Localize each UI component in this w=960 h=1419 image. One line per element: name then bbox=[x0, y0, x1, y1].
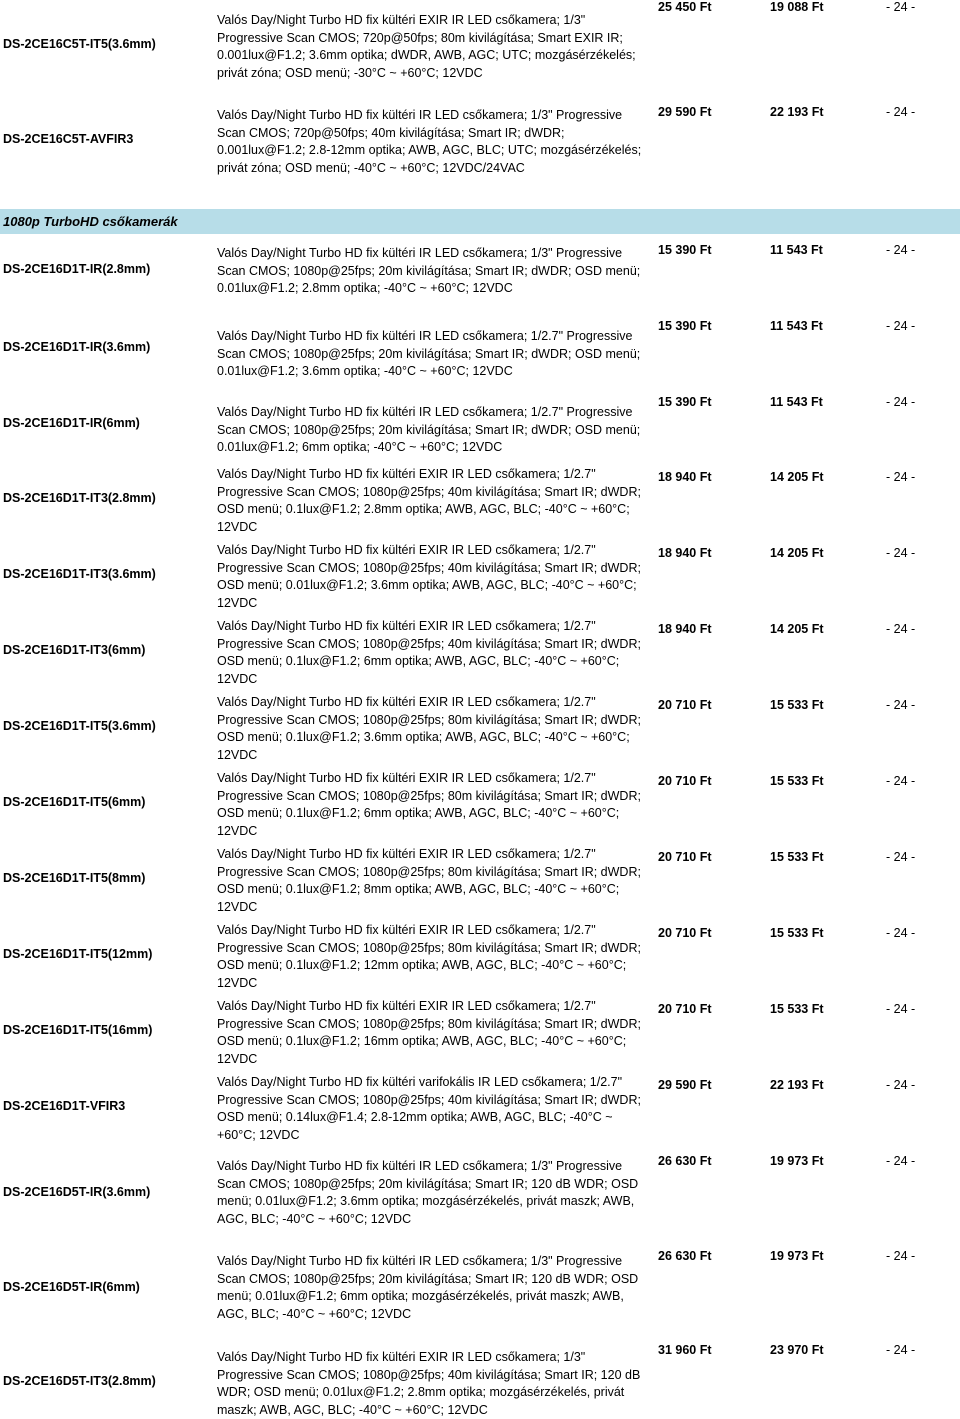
list-price: 20 710 Ft bbox=[658, 1002, 712, 1016]
product-code: DS-2CE16D5T-IR(3.6mm) bbox=[3, 1185, 151, 1199]
list-price: 20 710 Ft bbox=[658, 850, 712, 864]
dealer-price: 14 205 Ft bbox=[770, 622, 824, 636]
warranty-months: - 24 - bbox=[886, 926, 916, 940]
product-description: Valós Day/Night Turbo HD fix kültéri varifokális IR LED csőkamera; 1/2.7" Progressive Scan CMOS; 1080p@25fps; 40m kivilágítása; Smart IR; dWDR; OSD menü; 0.14lux@F1.4; 2.8-12mm optika; AWB, AGC, BLC; -40°C ~ +60°C; 12VDC bbox=[217, 1075, 641, 1142]
dealer-price: 22 193 Ft bbox=[770, 105, 824, 119]
list-price: 15 390 Ft bbox=[658, 395, 712, 409]
product-description: Valós Day/Night Turbo HD fix kültéri EXIR IR LED csőkamera; 1/3" Progressive Scan CMOS; 720p@50fps; 80m kivilágítása; Smart EXIR IR; 0.001lux@F1.2; 3.6mm optika; dWDR, AWB, AGC; UTC; mozgásérzékelés; privát zóna; OSD menü; -30°C ~ +60°C; 12VDC bbox=[217, 13, 636, 80]
product-description: Valós Day/Night Turbo HD fix kültéri EXIR IR LED csőkamera; 1/2.7" Progressive Scan CMOS; 1080p@25fps; 40m kivilágítása; Smart IR; dWDR; OSD menü; 0.1lux@F1.2; 2.8mm optika; AWB, AGC, BLC; -40°C ~ +60°C; 12VDC bbox=[217, 467, 641, 534]
dealer-price: 14 205 Ft bbox=[770, 546, 824, 560]
product-code: DS-2CE16C5T-IT5(3.6mm) bbox=[3, 37, 156, 51]
product-code: DS-2CE16D1T-IR(6mm) bbox=[3, 416, 140, 430]
dealer-price: 19 973 Ft bbox=[770, 1154, 824, 1168]
product-description: Valós Day/Night Turbo HD fix kültéri EXIR IR LED csőkamera; 1/2.7" Progressive Scan CMOS; 1080p@25fps; 80m kivilágítása; Smart IR; dWDR; OSD menü; 0.1lux@F1.2; 3.6mm optika; AWB, AGC, BLC; -40°C ~ +60°C; 12VDC bbox=[217, 695, 641, 762]
dealer-price: 23 970 Ft bbox=[770, 1343, 824, 1357]
product-code: DS-2CE16D1T-IT3(6mm) bbox=[3, 643, 146, 657]
warranty-months: - 24 - bbox=[886, 1154, 916, 1168]
product-description: Valós Day/Night Turbo HD fix kültéri EXIR IR LED csőkamera; 1/2.7" Progressive Scan CMOS; 1080p@25fps; 80m kivilágítása; Smart IR; dWDR; OSD menü; 0.1lux@F1.2; 8mm optika; AWB, AGC, BLC; -40°C ~ +60°C; 12VDC bbox=[217, 847, 641, 914]
product-code: DS-2CE16D1T-IT5(16mm) bbox=[3, 1023, 153, 1037]
dealer-price: 15 533 Ft bbox=[770, 926, 824, 940]
dealer-price: 19 088 Ft bbox=[770, 0, 824, 14]
warranty-months: - 24 - bbox=[886, 395, 916, 409]
product-code: DS-2CE16D1T-IT3(3.6mm) bbox=[3, 567, 156, 581]
product-code: DS-2CE16D1T-IT5(3.6mm) bbox=[3, 719, 156, 733]
warranty-months: - 24 - bbox=[886, 698, 916, 712]
dealer-price: 14 205 Ft bbox=[770, 470, 824, 484]
warranty-months: - 24 - bbox=[886, 243, 916, 257]
dealer-price: 15 533 Ft bbox=[770, 698, 824, 712]
product-code: DS-2CE16D1T-VFIR3 bbox=[3, 1099, 126, 1113]
product-description: Valós Day/Night Turbo HD fix kültéri EXIR IR LED csőkamera; 1/2.7" Progressive Scan CMOS; 1080p@25fps; 80m kivilágítása; Smart IR; dWDR; OSD menü; 0.1lux@F1.2; 6mm optika; AWB, AGC, BLC; -40°C ~ +60°C; 12VDC bbox=[217, 771, 641, 838]
dealer-price: 15 533 Ft bbox=[770, 1002, 824, 1016]
product-code: DS-2CE16D1T-IT5(12mm) bbox=[3, 947, 153, 961]
list-price: 26 630 Ft bbox=[658, 1154, 712, 1168]
product-code: DS-2CE16D1T-IR(2.8mm) bbox=[3, 262, 151, 276]
product-description: Valós Day/Night Turbo HD fix kültéri EXIR IR LED csőkamera; 1/2.7" Progressive Scan CMOS; 1080p@25fps; 40m kivilágítása; Smart IR; dWDR; OSD menü; 0.01lux@F1.2; 3.6mm optika; AWB, AGC, BLC; -40°C ~ +60°C; 12VDC bbox=[217, 543, 641, 610]
warranty-months: - 24 - bbox=[886, 470, 916, 484]
list-price: 15 390 Ft bbox=[658, 319, 712, 333]
list-price: 20 710 Ft bbox=[658, 698, 712, 712]
list-price: 29 590 Ft bbox=[658, 1078, 712, 1092]
list-price: 18 940 Ft bbox=[658, 622, 712, 636]
dealer-price: 11 543 Ft bbox=[770, 319, 823, 333]
product-code: DS-2CE16C5T-AVFIR3 bbox=[3, 132, 134, 146]
product-description: Valós Day/Night Turbo HD fix kültéri EXIR IR LED csőkamera; 1/2.7" Progressive Scan CMOS; 1080p@25fps; 80m kivilágítása; Smart IR; dWDR; OSD menü; 0.1lux@F1.2; 12mm optika; AWB, AGC, BLC; -40°C ~ +60°C; 12VDC bbox=[217, 923, 641, 990]
warranty-months: - 24 - bbox=[886, 1249, 916, 1263]
warranty-months: - 24 - bbox=[886, 774, 916, 788]
product-description: Valós Day/Night Turbo HD fix kültéri IR LED csőkamera; 1/2.7" Progressive Scan CMOS; 1080p@25fps; 20m kivilágítása; Smart IR; dWDR; OSD menü; 0.01lux@F1.2; 3.6mm optika; -40°C ~ +60°C; 12VDC bbox=[217, 329, 641, 378]
product-description: Valós Day/Night Turbo HD fix kültéri EXIR IR LED csőkamera; 1/2.7" Progressive Scan CMOS; 1080p@25fps; 40m kivilágítása; Smart IR; dWDR; OSD menü; 0.1lux@F1.2; 6mm optika; AWB, AGC, BLC; -40°C ~ +60°C; 12VDC bbox=[217, 619, 641, 686]
list-price: 18 940 Ft bbox=[658, 546, 712, 560]
list-price: 26 630 Ft bbox=[658, 1249, 712, 1263]
warranty-months: - 24 - bbox=[886, 105, 916, 119]
product-description: Valós Day/Night Turbo HD fix kültéri IR LED csőkamera; 1/3" Progressive Scan CMOS; 1080p@25fps; 20m kivilágítása; Smart IR; dWDR; OSD menü; 0.01lux@F1.2; 2.8mm optika; -40°C ~ +60°C; 12VDC bbox=[217, 246, 641, 295]
product-description: Valós Day/Night Turbo HD fix kültéri EXIR IR LED csőkamera; 1/3" Progressive Scan CMOS; 1080p@25fps; 40m kivilágítása; Smart IR; 120 dB WDR; OSD menü; 0.01lux@F1.2; 2.8mm optika; mozgásérzékelés, privát maszk; AWB, AGC, BLC; -40°C ~ +60°C; 12VDC bbox=[217, 1350, 641, 1417]
warranty-months: - 24 - bbox=[886, 319, 916, 333]
list-price: 31 960 Ft bbox=[658, 1343, 712, 1357]
warranty-months: - 24 - bbox=[886, 1078, 916, 1092]
product-description: Valós Day/Night Turbo HD fix kültéri IR LED csőkamera; 1/3" Progressive Scan CMOS; 1080p@25fps; 20m kivilágítása; Smart IR; 120 dB WDR; OSD menü; 0.01lux@F1.2; 3.6mm optika; mozgásérzékelés, privát maszk; AWB, AGC, BLC; -40°C ~ +60°C; 12VDC bbox=[217, 1159, 639, 1226]
dealer-price: 22 193 Ft bbox=[770, 1078, 824, 1092]
list-price: 18 940 Ft bbox=[658, 470, 712, 484]
product-description: Valós Day/Night Turbo HD fix kültéri IR LED csőkamera; 1/3" Progressive Scan CMOS; 1080p@25fps; 20m kivilágítása; Smart IR; 120 dB WDR; OSD menü; 0.01lux@F1.2; 6mm optika; mozgásérzékelés, privát maszk; AWB, AGC, BLC; -40°C ~ +60°C; 12VDC bbox=[217, 1254, 639, 1321]
product-description: Valós Day/Night Turbo HD fix kültéri EXIR IR LED csőkamera; 1/2.7" Progressive Scan CMOS; 1080p@25fps; 80m kivilágítása; Smart IR; dWDR; OSD menü; 0.1lux@F1.2; 16mm optika; AWB, AGC, BLC; -40°C ~ +60°C; 12VDC bbox=[217, 999, 641, 1066]
warranty-months: - 24 - bbox=[886, 1343, 916, 1357]
warranty-months: - 24 - bbox=[886, 0, 916, 14]
section-title: 1080p TurboHD csőkamerák bbox=[3, 214, 178, 229]
list-price: 20 710 Ft bbox=[658, 926, 712, 940]
dealer-price: 15 533 Ft bbox=[770, 774, 824, 788]
warranty-months: - 24 - bbox=[886, 850, 916, 864]
list-price: 25 450 Ft bbox=[658, 0, 712, 14]
product-code: DS-2CE16D1T-IT5(8mm) bbox=[3, 871, 146, 885]
product-description: Valós Day/Night Turbo HD fix kültéri IR LED csőkamera; 1/2.7" Progressive Scan CMOS; 1080p@25fps; 20m kivilágítása; Smart IR; dWDR; OSD menü; 0.01lux@F1.2; 6mm optika; -40°C ~ +60°C; 12VDC bbox=[217, 405, 641, 454]
list-price: 29 590 Ft bbox=[658, 105, 712, 119]
product-code: DS-2CE16D5T-IR(6mm) bbox=[3, 1280, 140, 1294]
product-code: DS-2CE16D1T-IT5(6mm) bbox=[3, 795, 146, 809]
warranty-months: - 24 - bbox=[886, 546, 916, 560]
product-description: Valós Day/Night Turbo HD fix kültéri IR LED csőkamera; 1/3" Progressive Scan CMOS; 720p@50fps; 40m kivilágítása; Smart IR; dWDR; 0.001lux@F1.2; 2.8-12mm optika; AWB, AGC, BLC; UTC; mozgásérzékelés; privát zóna; OSD menü; -40°C ~ +60°C; 12VDC/24VAC bbox=[217, 108, 642, 175]
dealer-price: 15 533 Ft bbox=[770, 850, 824, 864]
list-price: 20 710 Ft bbox=[658, 774, 712, 788]
section-header bbox=[0, 209, 960, 234]
warranty-months: - 24 - bbox=[886, 622, 916, 636]
dealer-price: 11 543 Ft bbox=[770, 395, 823, 409]
product-code: DS-2CE16D1T-IR(3.6mm) bbox=[3, 340, 151, 354]
dealer-price: 11 543 Ft bbox=[770, 243, 823, 257]
warranty-months: - 24 - bbox=[886, 1002, 916, 1016]
dealer-price: 19 973 Ft bbox=[770, 1249, 824, 1263]
product-code: DS-2CE16D1T-IT3(2.8mm) bbox=[3, 491, 156, 505]
product-code: DS-2CE16D5T-IT3(2.8mm) bbox=[3, 1374, 156, 1388]
list-price: 15 390 Ft bbox=[658, 243, 712, 257]
